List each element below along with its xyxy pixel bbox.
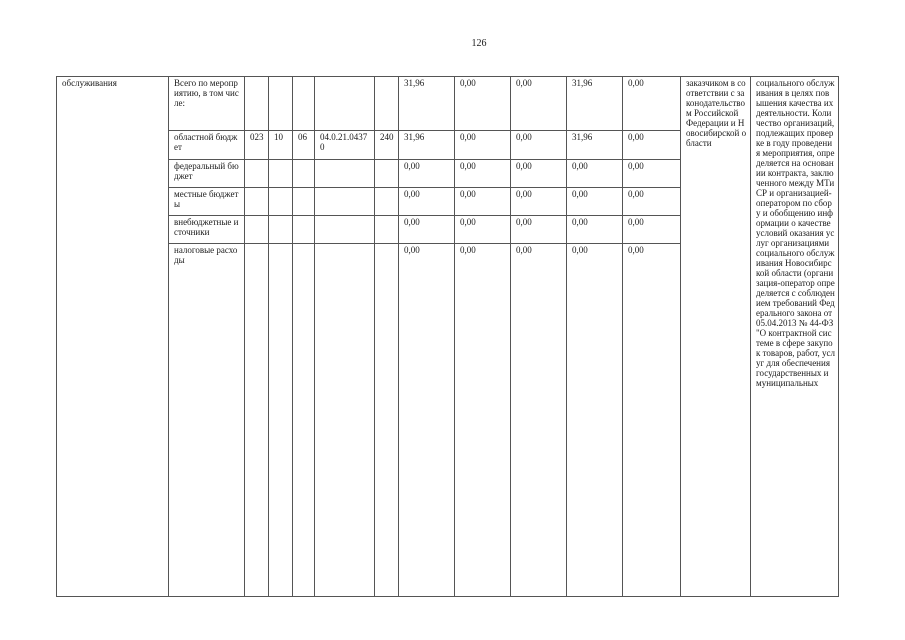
amount-cell: 0,00: [511, 244, 567, 597]
amount-cell: 0,00: [623, 244, 681, 597]
amount-cell: 31,96: [567, 77, 623, 131]
amount-cell: 0,00: [623, 188, 681, 216]
amount-cell: 0,00: [399, 244, 455, 597]
grbs-code-cell: [245, 216, 269, 244]
expense-type-cell: [375, 160, 399, 188]
amount-cell: 0,00: [399, 188, 455, 216]
section-code-cell: [269, 160, 293, 188]
grbs-code-cell: [245, 77, 269, 131]
funding-source-cell: Всего по мероприятию, в том числе:: [169, 77, 245, 131]
funding-source-cell: внебюджетные источники: [169, 216, 245, 244]
expense-type-cell: [375, 216, 399, 244]
expense-type-cell: [375, 244, 399, 597]
amount-cell: 0,00: [567, 244, 623, 597]
target-article-cell: 04.0.21.04370: [315, 131, 375, 160]
subsection-code-cell: [293, 188, 315, 216]
amount-cell: 0,00: [623, 131, 681, 160]
amount-cell: 0,00: [455, 244, 511, 597]
amount-cell: 31,96: [399, 77, 455, 131]
target-article-cell: [315, 216, 375, 244]
program-table: [56, 76, 839, 597]
table-row: [57, 77, 839, 131]
activity-label-cell: обслуживания: [57, 77, 169, 597]
grbs-code-cell: [245, 160, 269, 188]
funding-source-cell: федеральный бюджет: [169, 160, 245, 188]
section-code-cell: [269, 216, 293, 244]
target-article-cell: [315, 160, 375, 188]
target-article-cell: [315, 77, 375, 131]
amount-cell: 0,00: [511, 77, 567, 131]
subsection-code-cell: [293, 216, 315, 244]
funding-source-cell: областной бюджет: [169, 131, 245, 160]
page-number: 126: [471, 38, 487, 49]
target-article-cell: [315, 188, 375, 216]
grbs-code-cell: [245, 188, 269, 216]
funding-source-cell: местные бюджеты: [169, 188, 245, 216]
executor-cell: заказчиком в соответствии с законодательством Российской Федерации и Новосибирской области: [681, 77, 751, 597]
amount-cell: 0,00: [455, 216, 511, 244]
grbs-code-cell: 023: [245, 131, 269, 160]
amount-cell: 0,00: [399, 216, 455, 244]
amount-cell: 0,00: [511, 216, 567, 244]
subsection-code-cell: 06: [293, 131, 315, 160]
expense-type-cell: 240: [375, 131, 399, 160]
section-code-cell: [269, 188, 293, 216]
amount-cell: 0,00: [455, 160, 511, 188]
amount-cell: 0,00: [511, 131, 567, 160]
amount-cell: 0,00: [399, 160, 455, 188]
amount-cell: 31,96: [399, 131, 455, 160]
amount-cell: 0,00: [455, 188, 511, 216]
expected-result-cell: социального обслуживания в целях повышения качества их деятельности. Количество организаций, подлежащих проверке в году проведения мероприятия, определяется на основании контракта, заключенного между МТиСР и организацией-оператором по сбору и обобщению информации о качестве условий оказания услуг организациями социального обслуживания Новосибирской области (организация-оператор определяется с соблюдением требований Федерального закона от 05.04.2013 № 44-ФЗ "О контрактной системе в сфере закупок товаров, работ, услуг для обеспечения государственных и муниципальных: [751, 77, 839, 597]
amount-cell: 0,00: [567, 216, 623, 244]
section-code-cell: [269, 77, 293, 131]
amount-cell: 0,00: [623, 216, 681, 244]
expense-type-cell: [375, 188, 399, 216]
subsection-code-cell: [293, 77, 315, 131]
section-code-cell: [269, 244, 293, 597]
amount-cell: 0,00: [567, 160, 623, 188]
amount-cell: 0,00: [455, 77, 511, 131]
grbs-code-cell: [245, 244, 269, 597]
amount-cell: 0,00: [623, 160, 681, 188]
target-article-cell: [315, 244, 375, 597]
amount-cell: 0,00: [511, 188, 567, 216]
subsection-code-cell: [293, 160, 315, 188]
amount-cell: 0,00: [623, 77, 681, 131]
funding-source-cell: налоговые расходы: [169, 244, 245, 597]
amount-cell: 0,00: [455, 131, 511, 160]
amount-cell: 31,96: [567, 131, 623, 160]
section-code-cell: 10: [269, 131, 293, 160]
expense-type-cell: [375, 77, 399, 131]
subsection-code-cell: [293, 244, 315, 597]
amount-cell: 0,00: [567, 188, 623, 216]
amount-cell: 0,00: [511, 160, 567, 188]
